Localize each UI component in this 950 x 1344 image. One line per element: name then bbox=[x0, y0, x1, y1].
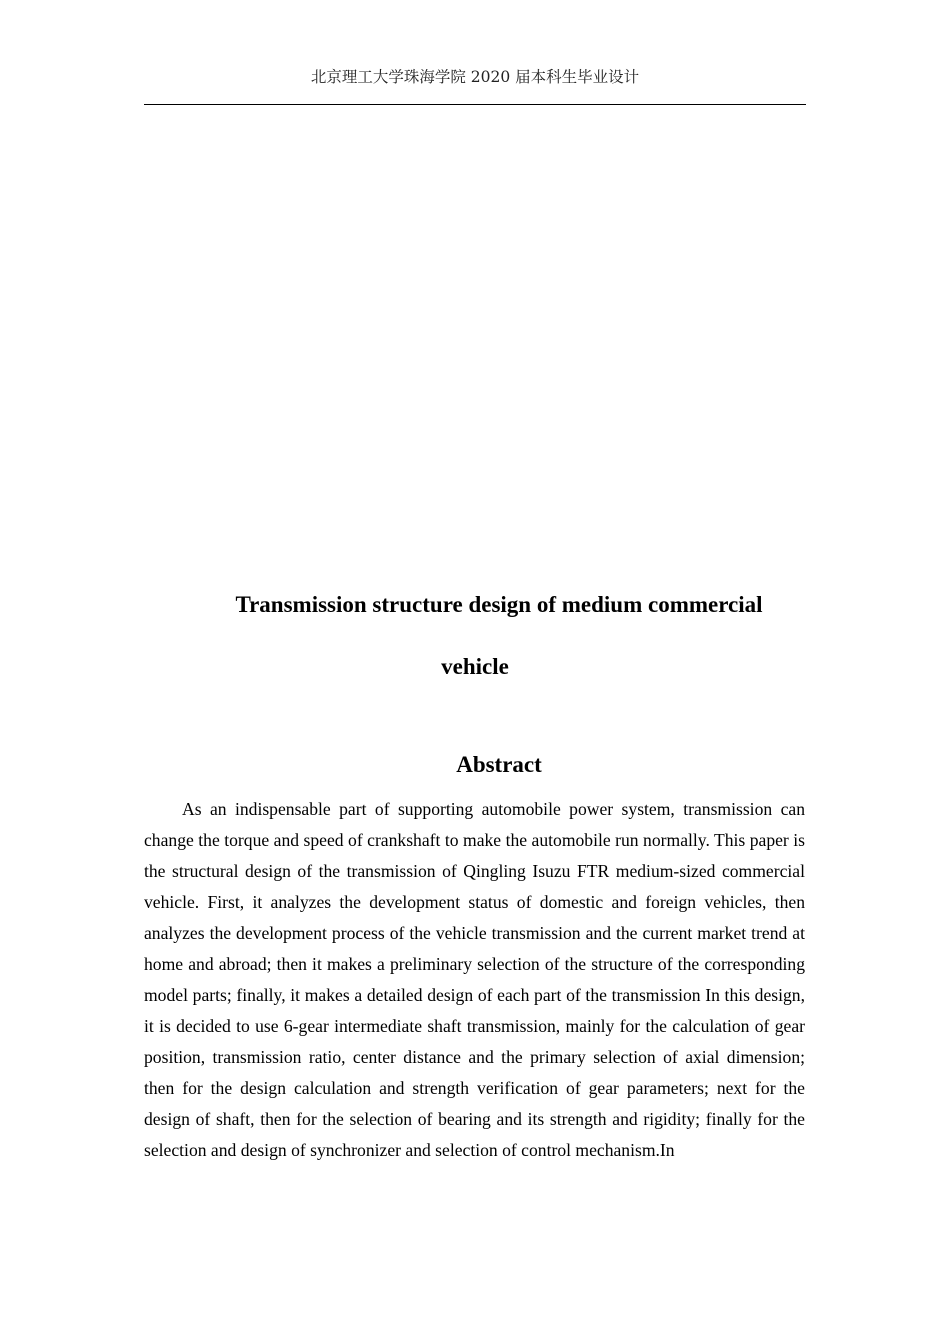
abstract-body: As an indispensable part of supporting automobile power system, transmission can change the torque and speed of crankshaft to make the automobile run normally. This paper is the structural design of the transmission of Qingling Isuzu FTR medium-sized commercial vehicle. First, it analyzes the development status of domestic and foreign vehicles, then analyzes the development process of the vehicle transmission and the current market trend at home and abroad; then it makes a preliminary selection of the structure of the corresponding model parts; finally, it makes a detailed design of each part of the transmission In this design, it is decided to use 6-gear intermediate shaft transmission, mainly for the calculation of gear position, transmission ratio, center distance and the primary selection of axial dimension; then for the design calculation and strength verification of gear parameters; next for the design of shaft, then for the selection of bearing and its strength and rigidity; finally for the selection and design of synchronizer and selection of control mechanism.In bbox=[144, 799, 805, 1160]
header-divider bbox=[144, 104, 806, 105]
page-header: 北京理工大学珠海学院 2020 届本科生毕业设计 bbox=[310, 68, 640, 86]
thesis-title-line-2: vehicle bbox=[441, 654, 509, 679]
abstract-heading: Abstract bbox=[456, 752, 542, 777]
thesis-title-line-1: Transmission structure design of medium commercial bbox=[235, 592, 763, 617]
thesis-title bbox=[144, 574, 854, 698]
